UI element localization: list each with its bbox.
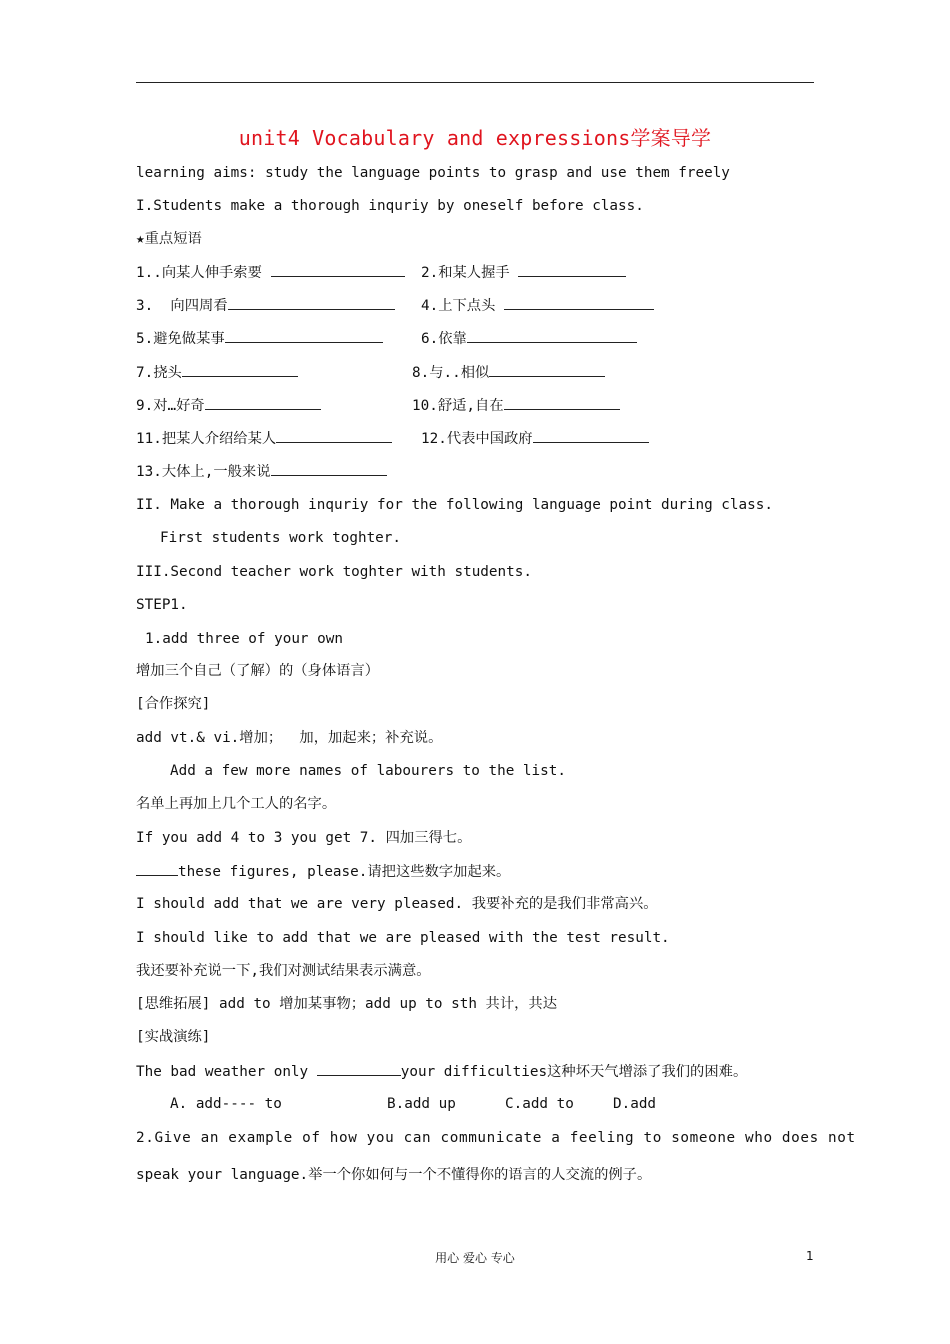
answer-blank[interactable] — [504, 395, 620, 410]
phrase-label: 3. 向四周看 — [136, 298, 228, 314]
practice-question-end: your difficulties这种坏天气增添了我们的困难。 — [400, 1064, 748, 1080]
answer-blank[interactable] — [271, 262, 405, 277]
phrase-label: 4.上下点头 — [421, 298, 505, 314]
option-a[interactable]: A. add---- to — [170, 1096, 282, 1112]
example-2: If you add 4 to 3 you get 7. 四加三得七。 — [136, 830, 472, 846]
phrase-label: 10.舒适,自在 — [412, 398, 504, 414]
practice-question — [136, 1061, 747, 1082]
phrase-row — [412, 362, 605, 383]
practice-question-start: The bad weather only — [136, 1064, 317, 1080]
item-1-translation: 增加三个自己（了解）的（身体语言） — [136, 663, 380, 679]
example-4: I should add that we are very pleased. 我要补充的是我们非常高兴。 — [136, 896, 658, 912]
answer-blank[interactable] — [225, 328, 383, 343]
item-2-line-2: speak your language.举一个你如何与一个不懂得你的语言的人交流的例子。 — [136, 1167, 652, 1183]
step-iii: III.Second teacher work toghter with students. — [136, 564, 532, 580]
page-number: 1 — [806, 1249, 814, 1263]
answer-blank[interactable] — [533, 428, 649, 443]
phrase-row — [136, 362, 298, 383]
learning-aims: learning aims: study the language points to grasp and use them freely — [136, 165, 730, 181]
item-1: 1.add three of your own — [145, 631, 343, 647]
cooperation-heading: [合作探究] — [136, 696, 211, 712]
step-ii: II. Make a thorough inquriy for the following language point during class. — [136, 497, 773, 513]
phrase-row — [136, 395, 321, 416]
phrase-label: 9.对…好奇 — [136, 398, 205, 414]
phrase-label: 8.与..相似 — [412, 365, 490, 381]
phrase-row — [421, 328, 637, 349]
example-1-cn: 名单上再加上几个工人的名字。 — [136, 796, 337, 812]
answer-blank[interactable] — [136, 861, 178, 876]
step-ii-first: First students work toghter. — [160, 530, 402, 546]
thinking-expansion: [思维拓展] add to 增加某事物；add up to sth 共计，共达 — [136, 996, 558, 1012]
document-title: unit4 Vocabulary and expressions学案导学 — [238, 126, 712, 150]
step-i: I.Students make a thorough inquriy by oneself before class. — [136, 198, 644, 214]
phrase-label: 2.和某人握手 — [421, 265, 519, 281]
answer-blank[interactable] — [271, 461, 387, 476]
phrase-row — [136, 461, 387, 482]
phrase-row — [136, 262, 405, 283]
option-d[interactable]: D.add — [613, 1096, 657, 1112]
phrase-label: 7.挠头 — [136, 365, 182, 381]
example-5-en: I should like to add that we are pleased with the test result. — [136, 930, 670, 946]
phrase-row — [136, 428, 392, 449]
phrase-label: 12.代表中国政府 — [421, 431, 533, 447]
example-3 — [136, 861, 510, 882]
option-c[interactable]: C.add to — [505, 1096, 574, 1112]
example-1-en: Add a few more names of labourers to the list. — [170, 763, 566, 779]
key-phrases-heading: ★重点短语 — [136, 231, 202, 247]
option-b[interactable]: B.add up — [387, 1096, 456, 1112]
add-definition: add vt.& vi.增加； 加，加起来；补充说。 — [136, 730, 443, 746]
phrase-row — [136, 328, 383, 349]
item-2-line-1: 2.Give an example of how you can communicate a feeling to someone who does not — [136, 1130, 856, 1146]
phrase-label: 1..向某人伸手索要 — [136, 265, 271, 281]
phrase-row — [421, 428, 649, 449]
answer-blank[interactable] — [504, 295, 654, 310]
page-footer: 用心 爱心 专心 — [435, 1251, 515, 1265]
phrase-row — [421, 262, 626, 283]
phrase-label: 13.大体上,一般来说 — [136, 464, 271, 480]
answer-blank[interactable] — [276, 428, 392, 443]
answer-blank[interactable] — [467, 328, 637, 343]
answer-blank[interactable] — [182, 362, 298, 377]
phrase-row — [136, 295, 395, 316]
header-rule — [136, 82, 814, 83]
example-5-cn: 我还要补充说一下,我们对测试结果表示满意。 — [136, 963, 431, 979]
phrase-row — [421, 295, 654, 316]
phrase-row — [412, 395, 620, 416]
practice-heading: [实战演练] — [136, 1029, 211, 1045]
answer-blank[interactable] — [205, 395, 321, 410]
phrase-label: 6.依靠 — [421, 331, 467, 347]
answer-blank[interactable] — [228, 295, 395, 310]
phrase-label: 5.避免做某事 — [136, 331, 225, 347]
example-3-text: these figures, please.请把这些数字加起来。 — [178, 864, 511, 880]
answer-blank[interactable] — [317, 1061, 401, 1076]
step1-heading: STEP1. — [136, 597, 188, 613]
answer-blank[interactable] — [489, 362, 605, 377]
phrase-label: 11.把某人介绍给某人 — [136, 431, 277, 447]
answer-blank[interactable] — [518, 262, 626, 277]
